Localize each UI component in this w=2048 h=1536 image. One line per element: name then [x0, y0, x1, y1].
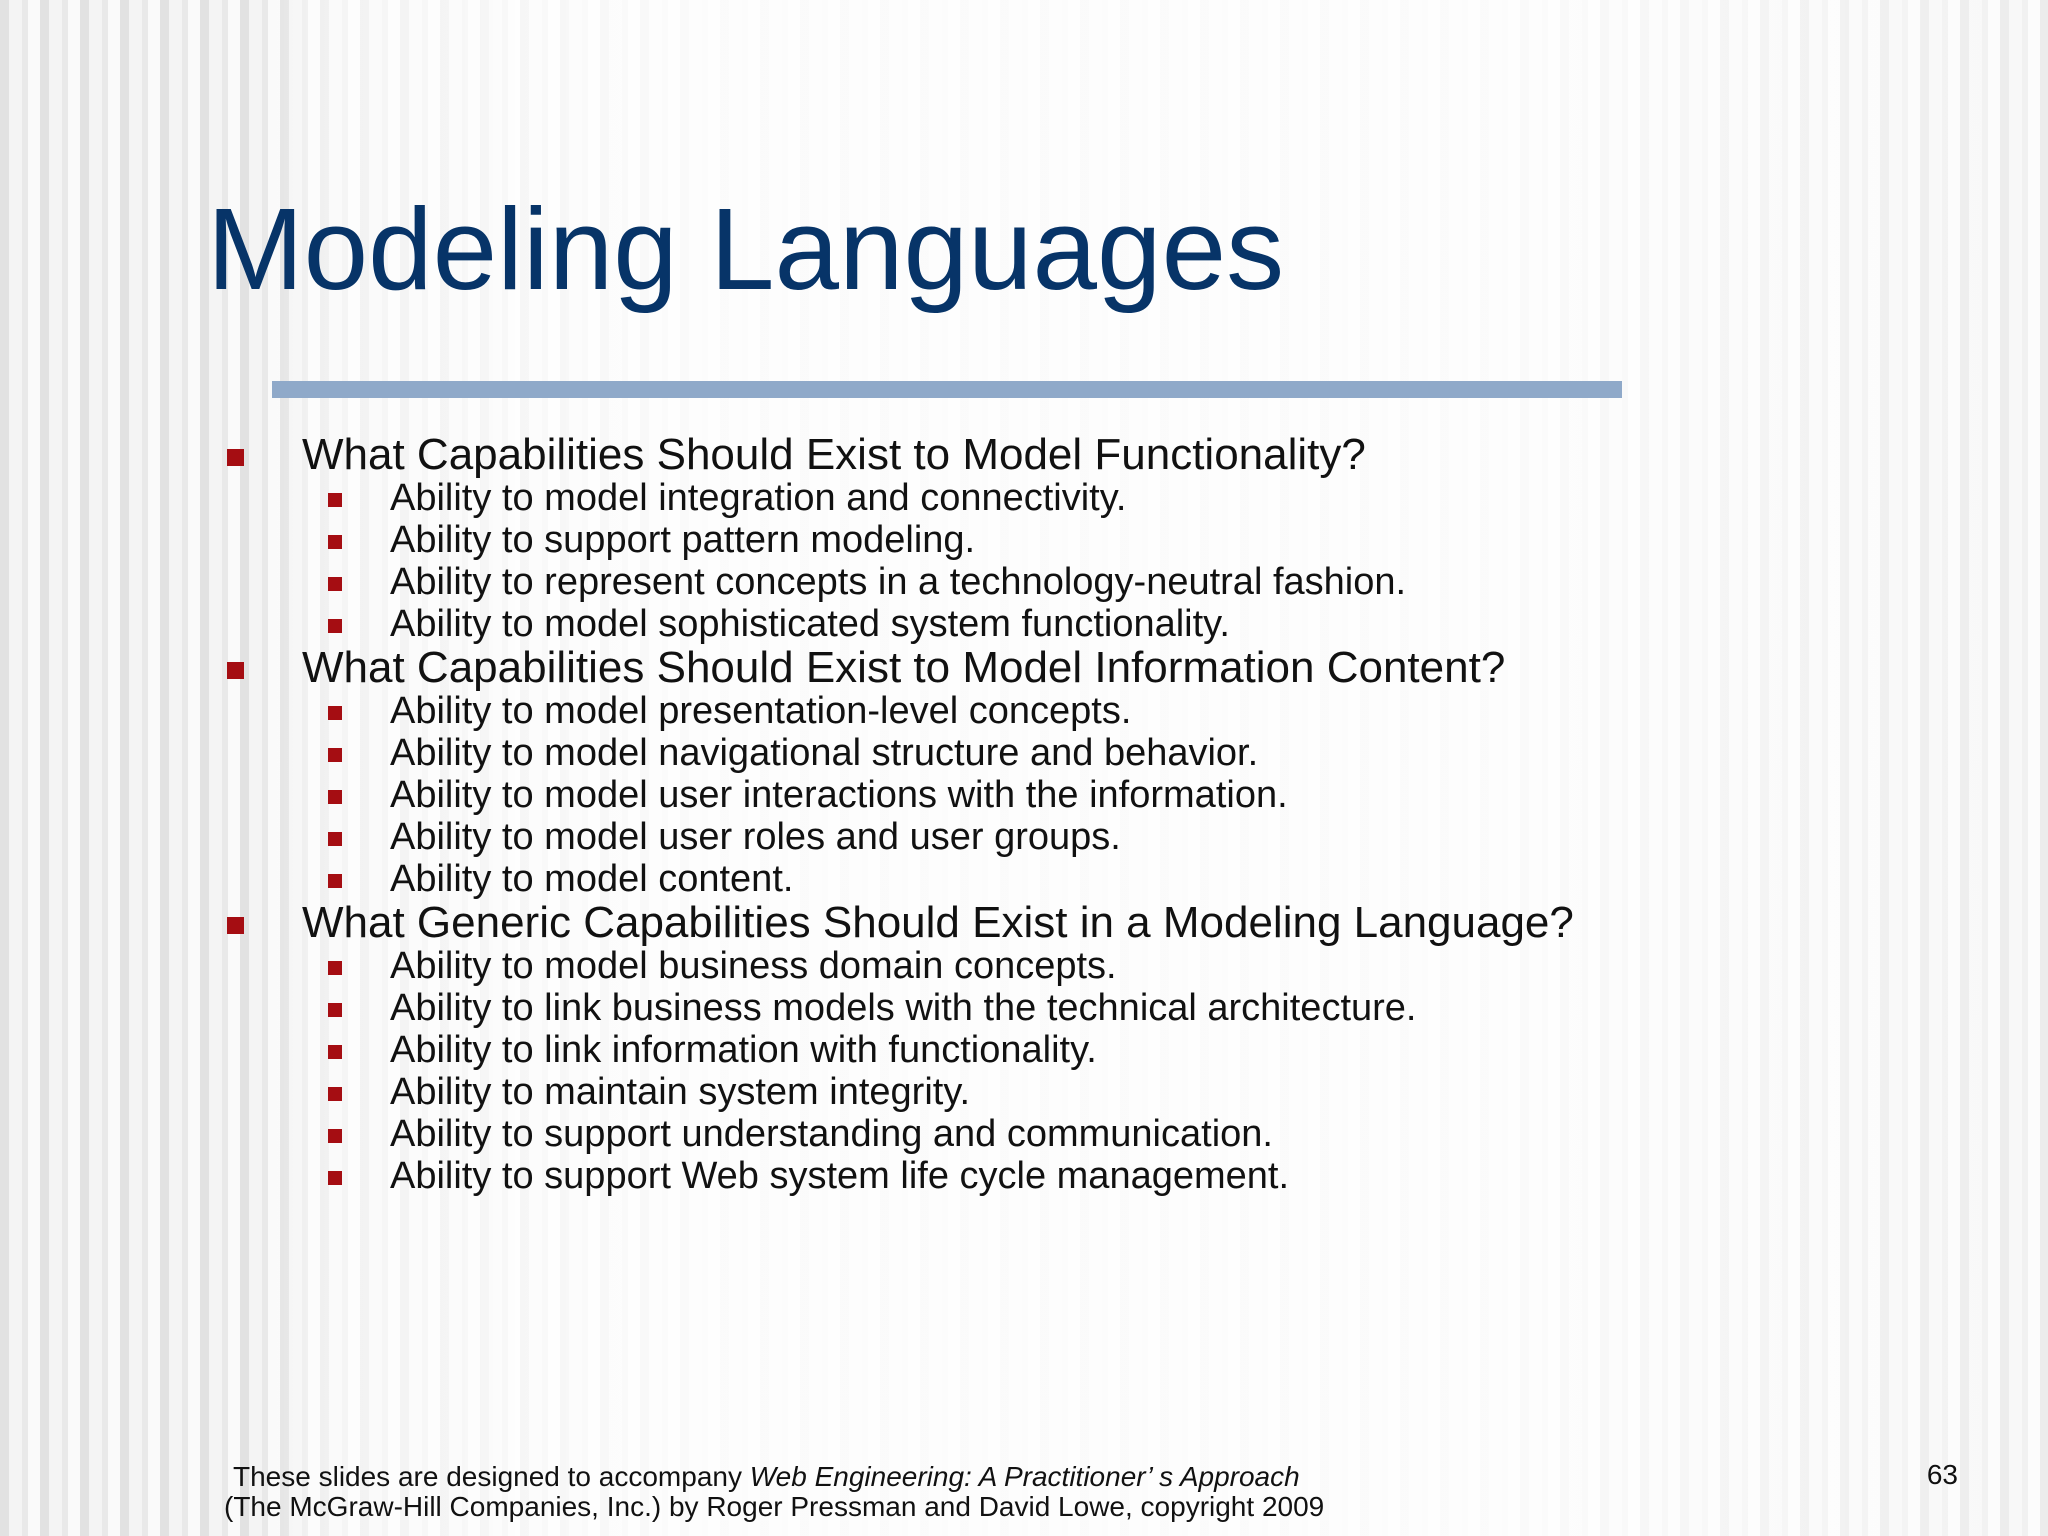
- sub-bullet-list: [302, 477, 1574, 645]
- square-bullet-icon: [227, 449, 244, 466]
- section-heading: What Generic Capabilities Should Exist in a Modeling Language?: [302, 898, 1574, 947]
- square-bullet-icon: [328, 748, 342, 762]
- square-bullet-icon: [328, 832, 342, 846]
- list-item: Ability to link business models with the technical architecture.: [302, 987, 1574, 1029]
- book-title: Web Engineering: A Practitioner’ s Approach: [749, 1461, 1300, 1492]
- list-item: Ability to model integration and connectivity.: [302, 477, 1574, 519]
- square-bullet-icon: [328, 1171, 342, 1185]
- square-bullet-icon: [328, 535, 342, 549]
- square-bullet-icon: [328, 1003, 342, 1017]
- section-functionality: [224, 432, 1574, 645]
- list-item: Ability to model presentation-level concepts.: [302, 690, 1574, 732]
- section-generic-capabilities: [224, 900, 1574, 1197]
- square-bullet-icon: [328, 1087, 342, 1101]
- list-item: Ability to model content.: [302, 858, 1574, 900]
- copyright-footer: [224, 1462, 1324, 1522]
- list-item: Ability to support pattern modeling.: [302, 519, 1574, 561]
- list-item: Ability to represent concepts in a technology-neutral fashion.: [302, 561, 1574, 603]
- list-item: Ability to link information with functionality.: [302, 1029, 1574, 1071]
- list-item: Ability to model navigational structure and behavior.: [302, 732, 1574, 774]
- footer-line-2: (The McGraw-Hill Companies, Inc.) by Roger Pressman and David Lowe, copyright 2009: [224, 1491, 1325, 1522]
- square-bullet-icon: [328, 961, 342, 975]
- list-item: Ability to maintain system integrity.: [302, 1071, 1574, 1113]
- section-heading: What Capabilities Should Exist to Model Functionality?: [302, 430, 1366, 479]
- square-bullet-icon: [328, 1045, 342, 1059]
- list-item: Ability to model user roles and user groups.: [302, 816, 1574, 858]
- slide-title: Modeling Languages: [207, 184, 1285, 314]
- sub-bullet-list: [302, 945, 1574, 1197]
- page-number: 63: [1926, 1459, 1958, 1490]
- section-heading: What Capabilities Should Exist to Model Information Content?: [302, 643, 1506, 692]
- square-bullet-icon: [328, 577, 342, 591]
- square-bullet-icon: [227, 662, 244, 679]
- square-bullet-icon: [328, 493, 342, 507]
- list-item: Ability to model user interactions with the information.: [302, 774, 1574, 816]
- section-information-content: [224, 645, 1574, 900]
- square-bullet-icon: [328, 874, 342, 888]
- square-bullet-icon: [328, 706, 342, 720]
- list-item: Ability to support Web system life cycle management.: [302, 1155, 1574, 1197]
- list-item: Ability to model business domain concepts.: [302, 945, 1574, 987]
- list-item: Ability to support understanding and communication.: [302, 1113, 1574, 1155]
- list-item: Ability to model sophisticated system functionality.: [302, 603, 1574, 645]
- title-divider: [272, 381, 1622, 398]
- square-bullet-icon: [328, 790, 342, 804]
- sub-bullet-list: [302, 690, 1574, 900]
- footer-line-1: These slides are designed to accompany Web Engineering: A Practitioner’ s Approach: [233, 1461, 1300, 1492]
- square-bullet-icon: [328, 619, 342, 633]
- square-bullet-icon: [328, 1129, 342, 1143]
- bullet-list: [224, 432, 1574, 1197]
- square-bullet-icon: [227, 917, 244, 934]
